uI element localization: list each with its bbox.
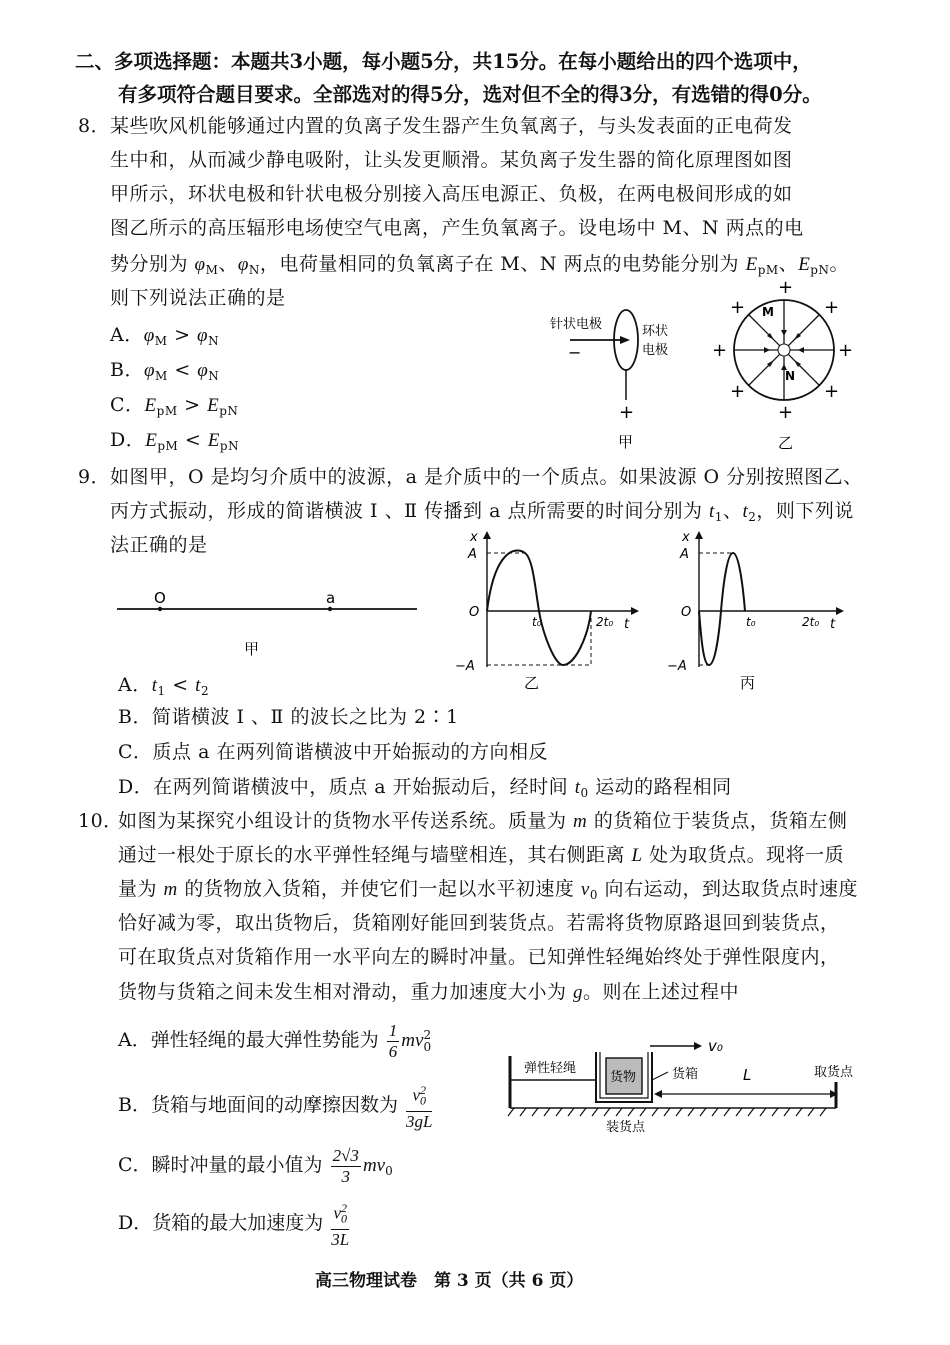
arrow-left-icon <box>654 1090 662 1098</box>
needle-center-icon <box>778 344 790 356</box>
needle-tip-icon <box>620 336 630 344</box>
q9-line2: 丙方式振动，形成的简谐横波 Ⅰ 、Ⅱ 传播到 a 点所需要的时间分别为 $t_1$、$t_2$，则下列说 <box>110 500 854 524</box>
minus-terminal-label: − <box>568 343 582 362</box>
q9-line3: 法正确的是 <box>110 534 208 556</box>
q10-line1: 如图为某探究小组设计的货物水平传送系统。质量为 m 的货箱位于装货点，货箱左侧 <box>118 810 848 832</box>
tick-label-t0: t₀ <box>746 615 756 629</box>
q8-option-b[interactable]: B．$\varphi_M < \varphi_N$ <box>110 359 220 383</box>
point-m-label: M <box>762 305 774 319</box>
q8-figure-jia <box>540 300 700 455</box>
ring-electrode-label-1: 环状 <box>642 324 669 339</box>
q8-option-a[interactable]: A．$\varphi_M > \varphi_N$ <box>110 324 220 348</box>
figure-caption-jia: 甲 <box>244 640 260 658</box>
q10-line2: 通过一根处于原长的水平弹性轻绳与墙壁相连，其右侧距离 L 处为取货点。现将一质 <box>118 844 845 866</box>
point-n-label: N <box>785 369 796 383</box>
wave-curve <box>487 551 591 665</box>
q9-figure-yi <box>450 527 650 697</box>
cargo-label: 货物 <box>610 1070 637 1085</box>
amplitude-label: A <box>680 547 689 562</box>
svg-text:+: + <box>778 402 794 423</box>
svg-text:+: + <box>730 381 746 402</box>
neg-amplitude-label: −A <box>455 659 475 674</box>
q9-number: 9． <box>78 466 111 488</box>
origin-label: O <box>469 605 480 620</box>
origin-label: O <box>681 605 692 620</box>
q9-line1: 如图甲，O 是均匀介质中的波源，a 是介质中的一个质点。如果波源 O 分别按照图乙、 <box>110 466 863 488</box>
svg-text:+: + <box>712 340 728 361</box>
q9-figure-jia <box>112 585 422 665</box>
wave-curve <box>699 553 745 665</box>
section-header-line2: 有多项符合题目要求。全部选对的得5分，选对但不全的得3分，有选错的得0分。 <box>118 83 822 106</box>
section-header-line1: 二、多项选择题：本题共3小题，每小题5分，共15分。在每小题给出的四个选项中， <box>75 50 812 73</box>
velocity-label: v₀ <box>708 1037 723 1055</box>
ring-electrode-label-2: 电极 <box>642 343 669 358</box>
q10-option-b[interactable]: B．货箱与地面间的动摩擦因数为 $\frac{v_0^2}{3gL}$ <box>118 1080 434 1132</box>
source-o-label: O <box>154 589 166 607</box>
q9-option-a[interactable]: A．$t_1 < t_2$ <box>118 674 210 698</box>
q9-option-d[interactable]: D．在两列简谐横波中，质点 a 开始振动后，经时间 $t_0$ 运动的路程相同 <box>118 776 732 800</box>
q9-figure-bing <box>662 527 852 697</box>
ground-hatch <box>508 1108 826 1116</box>
axis-arrow-icon <box>836 607 844 615</box>
q8-figure-yi <box>712 278 862 453</box>
svg-text:+: + <box>824 297 840 318</box>
plus-terminal-label: + <box>619 402 635 423</box>
amplitude-label: A <box>468 547 477 562</box>
figure-caption-yi: 乙 <box>524 674 540 692</box>
pickup-label: 取货点 <box>814 1065 854 1080</box>
particle-a-label: a <box>326 589 336 607</box>
q10-option-d[interactable]: D．货箱的最大加速度为 $\frac{v_0^2}{3L}$ <box>118 1198 351 1250</box>
rope-label: 弹性轻绳 <box>524 1061 577 1076</box>
svg-text:+: + <box>824 381 840 402</box>
box-label: 货箱 <box>672 1067 699 1082</box>
q8-line5: 势分别为 $\varphi_M$、$\varphi_N$，电荷量相同的负氧离子在 M、N 两点的电势能分别为 $E_{pM}$、$E_{pN}$。 <box>110 253 849 277</box>
axis-label-t: t <box>830 617 836 632</box>
axis-arrow-icon <box>483 531 491 539</box>
q8-line: 某些吹风机能够通过内置的负离子发生器产生负氧离子，与头发表面的正电荷发 <box>110 115 793 137</box>
q8-line6: 则下列说法正确的是 <box>110 287 286 309</box>
particle-a-point <box>328 607 332 611</box>
q10-number: 10． <box>78 810 123 832</box>
q8-line: 甲所示，环状电极和针状电极分别接入高压电源正、负极，在两电极间形成的如 <box>110 183 793 205</box>
load-point-label: 装货点 <box>606 1120 646 1135</box>
svg-text:+: + <box>778 278 794 298</box>
axis-label-x: x <box>682 530 690 545</box>
q8-line: 图乙所示的高压辐形电场使空气电离，产生负氧离子。设电场中 M、N 两点的电 <box>110 217 804 239</box>
q8-line: 生中和，从而减少静电吸附，让头发更顺滑。某负离子发生器的简化原理图如图 <box>110 149 793 171</box>
q9-option-b[interactable]: B．简谐横波 Ⅰ 、Ⅱ 的波长之比为 2∶1 <box>118 706 459 728</box>
tick-label-2t0: 2t₀ <box>596 615 614 629</box>
q10-line6: 货物与货箱之间未发生相对滑动，重力加速度大小为 g。则在上述过程中 <box>118 981 740 1003</box>
svg-text:+: + <box>838 340 854 361</box>
q8-option-d[interactable]: D．$E_{pM} < E_{pN}$ <box>110 429 240 453</box>
figure-caption-bing: 丙 <box>740 674 756 692</box>
q10-line3: 量为 m 的货物放入货箱，并使它们一起以水平初速度 $v_0$ 向右运动，到达取货点时速度 <box>118 878 858 902</box>
q10-line4: 恰好减为零，取出货物后，货箱刚好能回到装货点。若需将货物原路退回到装货点， <box>118 912 840 934</box>
q9-option-c[interactable]: C．质点 a 在两列简谐横波中开始振动的方向相反 <box>118 741 548 763</box>
axis-label-x: x <box>470 530 478 545</box>
needle-electrode-label: 针状电极 <box>550 317 603 332</box>
tick-label-t0: t₀ <box>532 615 542 629</box>
tick-label-2t0: 2t₀ <box>802 615 820 629</box>
q10-option-c[interactable]: C．瞬时冲量的最小值为 $\frac{2√3}{3}$ $mv_0$ <box>118 1145 393 1186</box>
figure-caption-jia: 甲 <box>618 433 634 451</box>
svg-text:+: + <box>730 297 746 318</box>
q10-figure <box>500 1028 870 1138</box>
page-footer: 高三物理试卷 第 3 页（共 6 页） <box>315 1271 584 1291</box>
axis-arrow-icon <box>695 531 703 539</box>
axis-arrow-icon <box>631 607 639 615</box>
neg-amplitude-label: −A <box>667 659 687 674</box>
q10-option-a[interactable]: A．弹性轻绳的最大弹性势能为 $\frac{1}{6}$ mv 2 0 <box>118 1020 432 1061</box>
figure-caption-yi: 乙 <box>778 434 794 452</box>
q8-option-c[interactable]: C．$E_{pM} > E_{pN}$ <box>110 394 239 418</box>
source-o-point <box>158 607 162 611</box>
axis-label-t: t <box>624 617 630 632</box>
distance-label: L <box>743 1066 752 1084</box>
q8-number: 8． <box>78 115 111 137</box>
q10-line5: 可在取货点对货箱作用一水平向左的瞬时冲量。已知弹性轻绳始终处于弹性限度内， <box>118 946 840 968</box>
